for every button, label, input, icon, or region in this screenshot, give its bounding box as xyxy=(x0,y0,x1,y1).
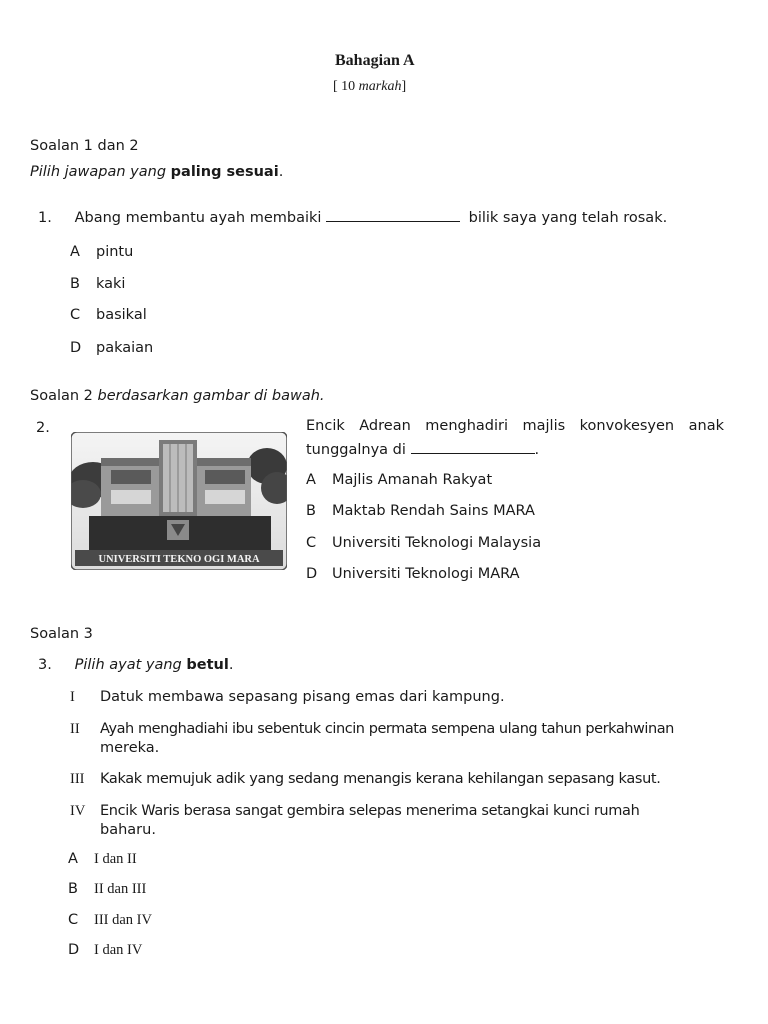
section-title: Bahagian A xyxy=(335,52,415,69)
q1-stem-before: Abang membantu ayah membaiki xyxy=(74,210,322,226)
option-text: III dan IV xyxy=(94,912,152,928)
q3-statement-3 xyxy=(70,771,661,788)
instruction-end: . xyxy=(278,164,284,180)
q2-option-c[interactable] xyxy=(306,535,541,551)
q3-option-b[interactable] xyxy=(68,881,146,898)
option-text: kaki xyxy=(96,276,126,292)
q2-stem-line2 xyxy=(306,442,539,458)
statement-text: Ayah menghadiahi ibu sebentuk cincin permata sempena ulang tahun perkahwinan xyxy=(100,721,674,737)
section-3-heading: Soalan 3 xyxy=(30,626,93,642)
roman-numeral: IV xyxy=(70,803,86,819)
option-letter: A xyxy=(70,244,80,260)
q3-statement-4-line2: baharu. xyxy=(100,822,156,838)
option-text: basikal xyxy=(96,307,147,323)
q1-stem-after: bilik saya yang telah rosak. xyxy=(468,210,668,226)
q2-option-a[interactable] xyxy=(306,472,492,488)
q3-stem xyxy=(38,657,233,673)
section-1-heading: Soalan 1 dan 2 xyxy=(30,138,139,154)
option-text: Universiti Teknologi MARA xyxy=(332,566,520,582)
section-2-heading xyxy=(30,388,325,404)
instruction-bold: paling sesuai xyxy=(170,164,279,180)
option-letter: A xyxy=(306,472,316,488)
q3-statement-4 xyxy=(70,803,639,820)
q2-stem-end: . xyxy=(534,442,540,458)
option-letter: C xyxy=(68,912,79,928)
roman-numeral: I xyxy=(70,689,75,705)
q1-option-b[interactable] xyxy=(70,276,125,292)
q3-statement-1 xyxy=(70,689,505,706)
option-letter: D xyxy=(68,942,80,958)
q2-stem-line1: Encik Adrean menghadiri majlis konvokesyen anak xyxy=(306,418,724,434)
q3-stem-bold: betul xyxy=(186,657,229,673)
option-letter: D xyxy=(70,340,82,356)
option-letter: D xyxy=(306,566,318,582)
photo-caption: UNIVERSITI TEKNO OGI MARA xyxy=(98,554,260,565)
q3-stem-end: . xyxy=(228,657,234,673)
option-text: Maktab Rendah Sains MARA xyxy=(332,503,535,519)
instruction-text: Pilih jawapan yang xyxy=(30,164,167,180)
q1-stem xyxy=(38,210,667,226)
option-text: pakaian xyxy=(96,340,154,356)
q3-number: 3. xyxy=(38,657,52,673)
q3-option-d[interactable] xyxy=(68,942,142,959)
option-text: II dan III xyxy=(94,881,147,897)
section-2-plain: Soalan 2 xyxy=(30,388,93,404)
q3-stem-italic: Pilih ayat yang xyxy=(74,657,182,673)
option-letter: A xyxy=(68,851,78,867)
q3-statement-2-line2: mereka. xyxy=(100,740,160,756)
option-letter: C xyxy=(306,535,317,551)
q2-stem-line2-text: tunggalnya di xyxy=(306,442,406,458)
q1-option-a[interactable] xyxy=(70,244,133,260)
q2-option-b[interactable] xyxy=(306,503,535,519)
option-letter: B xyxy=(70,276,80,292)
roman-numeral: II xyxy=(70,721,80,737)
statement-text: Encik Waris berasa sangat gembira selepas menerima setangkai kunci rumah xyxy=(100,803,640,819)
statement-text: Kakak memujuk adik yang sedang menangis kerana kehilangan sepasang kasut. xyxy=(100,771,661,787)
option-text: I dan II xyxy=(94,851,137,867)
university-building-image xyxy=(71,432,287,570)
q2-number: 2. xyxy=(36,420,50,436)
section-1-instruction xyxy=(30,164,283,180)
q1-option-c[interactable] xyxy=(70,307,147,323)
option-letter: C xyxy=(70,307,81,323)
q2-option-d[interactable] xyxy=(306,566,520,582)
q3-option-a[interactable] xyxy=(68,851,137,868)
q1-option-d[interactable] xyxy=(70,340,153,356)
option-letter: B xyxy=(68,881,78,897)
option-text: Universiti Teknologi Malaysia xyxy=(332,535,542,551)
option-text: I dan IV xyxy=(94,942,143,958)
q3-option-c[interactable] xyxy=(68,912,152,929)
roman-numeral: III xyxy=(70,771,85,787)
q1-number: 1. xyxy=(38,210,52,226)
q2-answer-blank xyxy=(411,452,535,454)
option-text: Majlis Amanah Rakyat xyxy=(332,472,493,488)
option-text: pintu xyxy=(96,244,134,260)
option-letter: B xyxy=(306,503,316,519)
university-photo xyxy=(71,432,287,570)
q3-statement-2 xyxy=(70,721,674,738)
marks-label xyxy=(333,79,406,95)
section-2-italic: berdasarkan gambar di bawah. xyxy=(97,388,325,404)
q1-answer-blank xyxy=(326,220,460,222)
statement-text: Datuk membawa sepasang pisang emas dari kampung. xyxy=(100,689,505,705)
marks-open: [ 10 xyxy=(333,79,356,94)
marks-close: ] xyxy=(401,79,407,94)
marks-word: markah xyxy=(358,79,402,94)
